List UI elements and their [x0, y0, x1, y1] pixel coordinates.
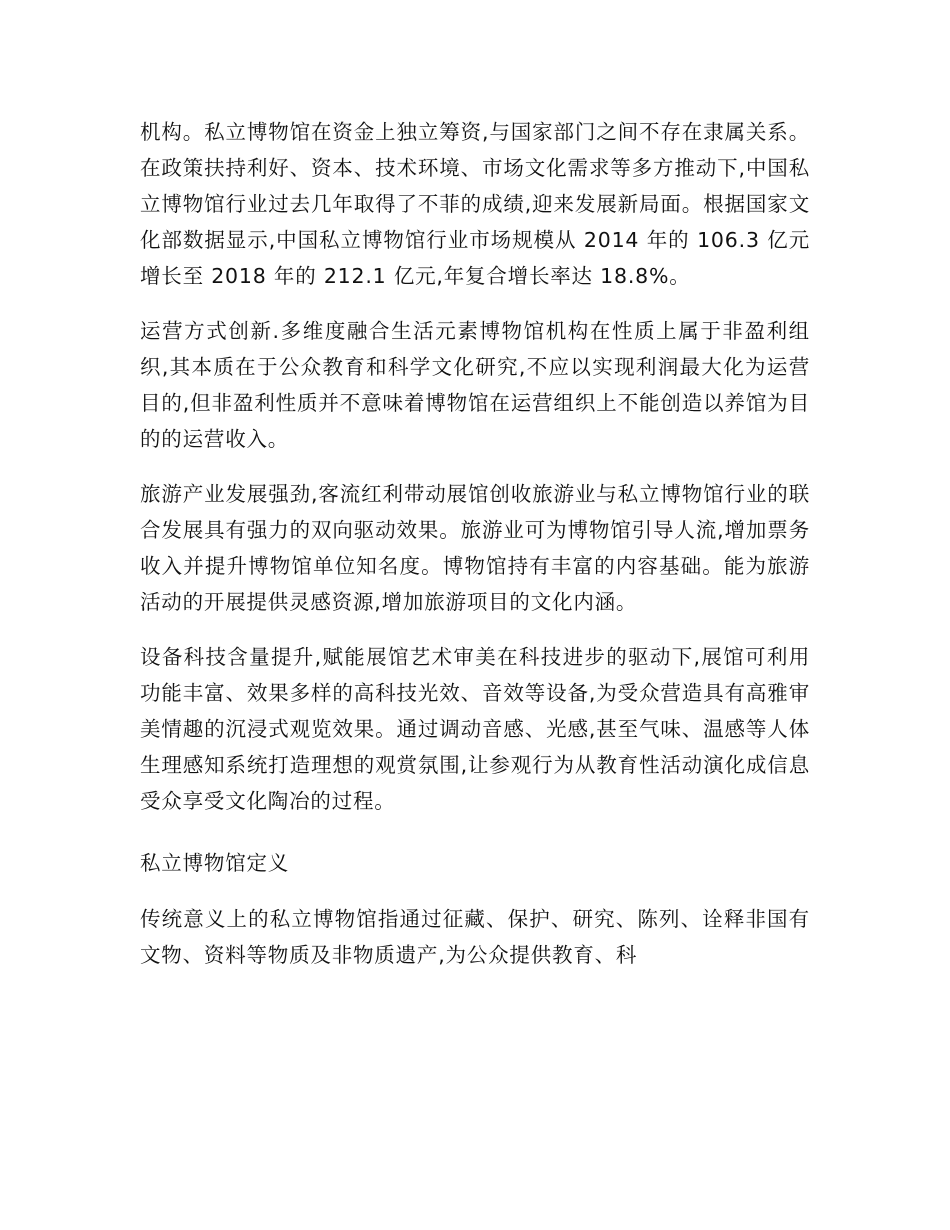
paragraph-market-scale: 机构。私立博物馆在资金上独立筹资,与国家部门之间不存在隶属关系。在政策扶持利好、资本、技术环境、市场文化需求等多方推动下,中国私立博物馆行业过去几年取得了不菲的成绩,迎来发展新局面。根据国家文化部数据显示,中国私立博物馆行业市场规模从 2014 年的 106.3 亿元增长至 2018 年的 212.1 亿元,年复合增长率达 18.8%。 [140, 120, 810, 288]
section-heading: 私立博物馆定义 [140, 851, 290, 875]
paragraph-operation-innovation: 运营方式创新.多维度融合生活元素博物馆机构在性质上属于非盈利组织,其本质在于公众教育和科学文化研究,不应以实现利润最大化为运营目的,但非盈利性质并不意味着博物馆在运营组织上不能创造以养馆为目的的运营收入。 [140, 319, 810, 451]
paragraph-definition: 传统意义上的私立博物馆指通过征藏、保护、研究、陈列、诠释非国有文物、资料等物质及非物质遗产,为公众提供教育、科 [140, 907, 810, 967]
paragraph-technology-upgrade: 设备科技含量提升,赋能展馆艺术审美在科技进步的驱动下,展馆可利用功能丰富、效果多样的高科技光效、音效等设备,为受众营造具有高雅审美情趣的沉浸式观览效果。通过调动音感、光感,甚至气味、温感等人体生理感知系统打造理想的观赏氛围,让参观行为从教育性活动演化成信息受众享受文化陶冶的过程。 [140, 645, 810, 813]
paragraph-tourism-development: 旅游产业发展强劲,客流红利带动展馆创收旅游业与私立博物馆行业的联合发展具有强力的双向驱动效果。旅游业可为博物馆引导人流,增加票务收入并提升博物馆单位知名度。博物馆持有丰富的内容基础。能为旅游活动的开展提供灵感资源,增加旅游项目的文化内涵。 [140, 482, 810, 614]
document-body [140, 114, 810, 992]
